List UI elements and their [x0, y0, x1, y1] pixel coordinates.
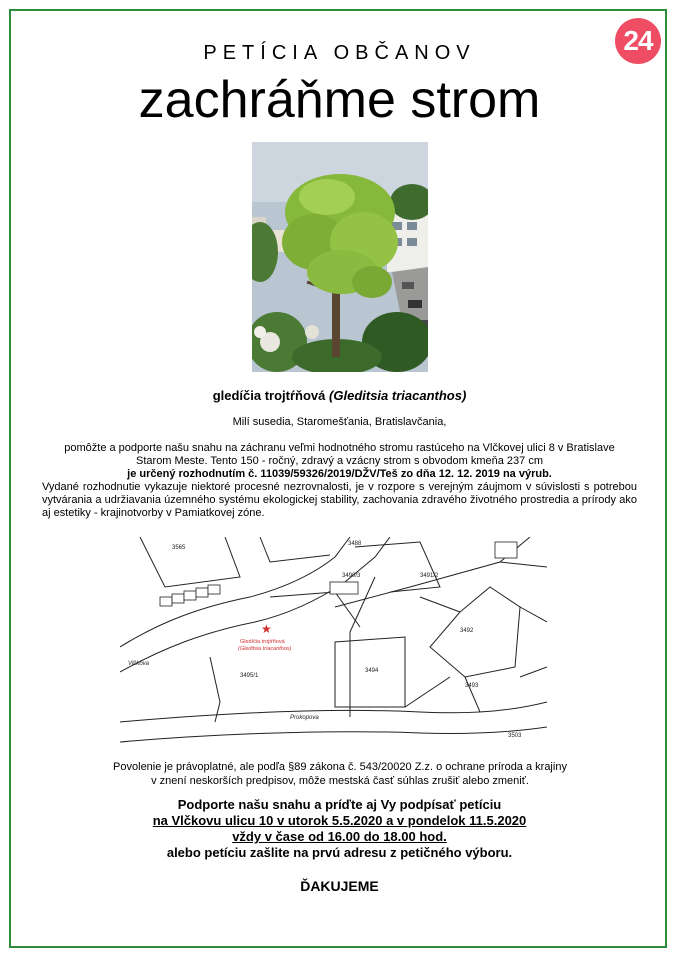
cta-line-4: alebo petíciu zašlite na prvú adresu z petičného výboru. [166, 845, 513, 860]
parcel-label: 3495/1 [240, 673, 259, 679]
tree-name: gledíčia trojtŕňová [212, 388, 326, 403]
parcel-label: 3490/3 [342, 573, 361, 579]
parcel-label: 3493 [465, 683, 479, 689]
parcel-label: 3565 [172, 545, 186, 551]
parcel-label: 3488 [348, 541, 362, 547]
parcel-label: 3503 [508, 733, 522, 739]
street-label: Prokopova [290, 715, 319, 721]
parcel-label: 3491/2 [420, 573, 439, 579]
cta-line-1: Podporte našu snahu a príďte aj Vy podpísať petíciu [177, 797, 502, 812]
marker-label: (Gleditsia triacanthos) [238, 646, 292, 652]
parcel-label: 3492 [460, 628, 474, 634]
issues-paragraph: Vydané rozhodnutie vykazuje niektoré procesné nezrovnalosti, je v rozpore s verejným záujmom v súvislosti s potrebou vytvárania a udržiavania územného systému ekologickej stability, zachovania zdravého životného prostredia a prírody ako aj estetiky - krajinotvorby v Pamiatkovej zóne. [42, 481, 637, 519]
thanks-text: ĎAKUJEME [300, 878, 379, 894]
body-line-1: pomôžte a podporte našu snahu na záchranu veľmi hodnotného stromu rastúceho na Vlčkovej ulici 8 v Bratislave [64, 442, 615, 454]
page-title: zachráňme strom [138, 71, 541, 129]
parcel-label: 3494 [365, 668, 379, 674]
body-text [42, 442, 637, 520]
note-line-1: Povolenie je právoplatné, ale podľa §89 zákona č. 543/20020 Z.z. o ochrane príroda a krajiny [113, 761, 567, 773]
cadastral-map [120, 537, 547, 745]
tree-latin-name: (Gleditsia triacanthos) [329, 388, 467, 403]
tree-photo [252, 142, 428, 372]
cta-line-2: na Vlčkovu ulicu 10 v utorok 5.5.2020 a v pondelok 11.5.2020 [152, 813, 527, 828]
legal-note [90, 760, 590, 788]
street-label: Vlčkova [128, 661, 150, 667]
greeting: Milí susedia, Staromešťania, Bratislavčania, [232, 416, 447, 428]
petition-kicker: PETÍCIA OBČANOV [203, 42, 476, 64]
note-line-2: v znení neskorších predpisov, môže mestská časť súhlas zrušiť alebo zmeniť. [151, 775, 529, 787]
brand-logo[interactable]: 24 [615, 18, 661, 64]
call-to-action [0, 797, 679, 861]
star-icon: ★ [261, 622, 272, 636]
marker-label: Gledíčia trojtŕňová [240, 639, 285, 645]
decision-line: je určený rozhodnutím č. 11039/59326/2019/DŽV/Teš zo dňa 12. 12. 2019 na výrub. [127, 468, 552, 480]
cta-line-3: vždy v čase od 16.00 do 18.00 hod. [232, 829, 447, 844]
tree-caption [0, 388, 679, 403]
body-line-2: Starom Meste. Tento 150 - ročný, zdravý a vzácny strom s obvodom kmeňa 237 cm [136, 455, 543, 467]
